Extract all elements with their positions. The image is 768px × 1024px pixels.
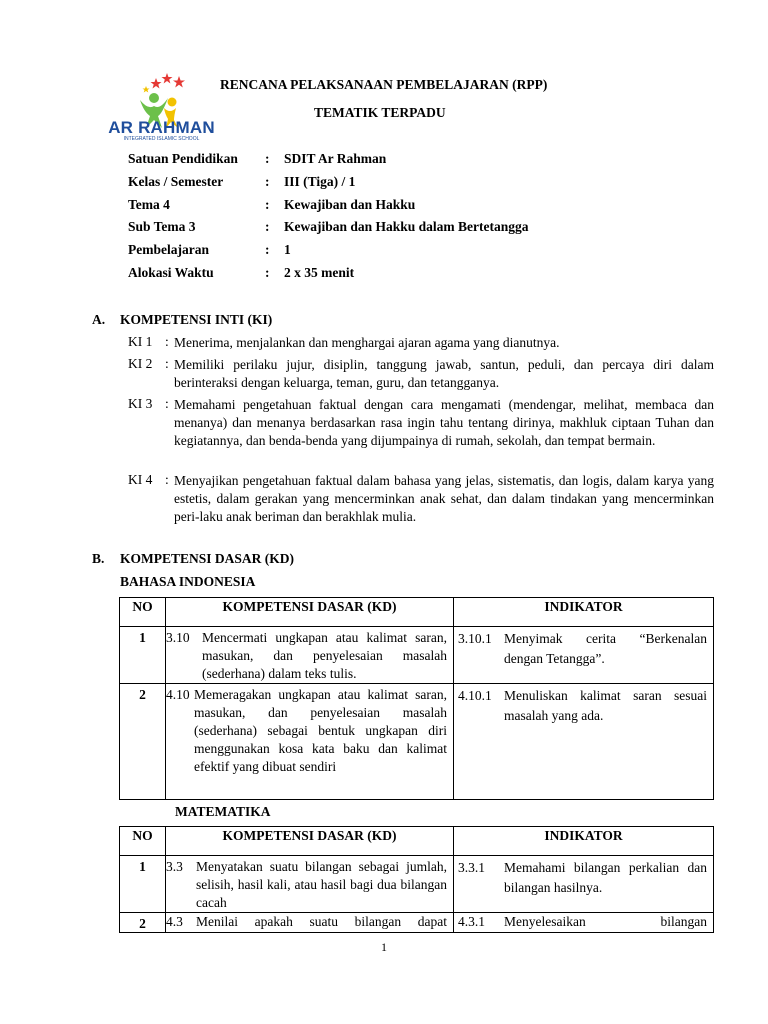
kd-number: 3.10: [166, 630, 190, 645]
kd-text: Mencermati ungkapan atau kalimat saran, masukan, dan penyelesaian masalah (sederhana) dalam teks tulis.: [202, 630, 447, 681]
document-title: RENCANA PELAKSANAAN PEMBELAJARAN (RPP): [220, 77, 548, 92]
column-header-indikator: INDIKATOR: [454, 827, 714, 856]
table-row: [120, 627, 714, 684]
identity-label: Pembelajaran: [128, 242, 209, 257]
column-header-indikator: INDIKATOR: [454, 598, 714, 627]
logo-name: AR RAHMAN: [108, 118, 215, 137]
indikator-cell: [454, 913, 714, 933]
section-b-letter: B.: [92, 551, 105, 566]
page-number: 1: [381, 940, 387, 954]
row-number: 2: [120, 684, 166, 800]
document-subtitle: TEMATIK TERPADU: [314, 105, 446, 120]
indikator-number: 3.3.1: [458, 860, 485, 875]
ki-colon: :: [165, 396, 169, 411]
kd-number: 4.10: [166, 687, 190, 702]
table-row: [120, 684, 714, 800]
indikator-text: Menyimak cerita “Berkenalan dengan Tetangga”.: [504, 631, 707, 666]
ki-code: KI 4: [128, 472, 153, 487]
kd-cell: [166, 627, 454, 684]
ki-text: Memahami pengetahuan faktual dengan cara mengamati (mendengar, melihat, membaca dan menanya) dan menanya berdasarkan rasa ingin tahu tentang dirinya, makhluk ciptaan Tuhan dan kegiatannya, dan benda-benda yang dijumpainya di rumah, sekolah, dan tempat bermain.: [174, 397, 714, 448]
column-header-no: NO: [120, 598, 166, 627]
section-a-letter: A.: [92, 312, 106, 327]
table-row: [120, 856, 714, 913]
column-header-no: NO: [120, 827, 166, 856]
kd-text: Menilai apakah suatu bilangan dapat: [196, 914, 447, 929]
kd-table-matematika: [119, 826, 714, 933]
identity-value: Kewajiban dan Hakku: [284, 197, 416, 212]
identity-label: Satuan Pendidikan: [128, 151, 238, 166]
identity-colon: :: [265, 242, 270, 257]
indikator-cell: [454, 684, 714, 800]
ki-colon: :: [165, 334, 169, 349]
column-header-kd: KOMPETENSI DASAR (KD): [166, 827, 454, 856]
identity-colon: :: [265, 197, 270, 212]
ki-colon: :: [165, 472, 169, 487]
identity-value: 1: [284, 242, 291, 257]
indikator-text: Menyelesaikan bilangan: [504, 914, 707, 929]
indikator-number: 4.3.1: [458, 914, 485, 929]
indikator-cell: [454, 627, 714, 684]
kd-number: 3.3: [166, 859, 183, 874]
ki-code: KI 1: [128, 334, 153, 349]
subject-title: MATEMATIKA: [175, 804, 271, 819]
subject-title: BAHASA INDONESIA: [120, 574, 256, 589]
identity-colon: :: [265, 174, 270, 189]
identity-value: 2 x 35 menit: [284, 265, 355, 280]
logo-subtitle: INTEGRATED ISLAMIC SCHOOL: [123, 136, 200, 142]
identity-label: Sub Tema 3: [128, 219, 196, 234]
identity-colon: :: [265, 151, 270, 166]
ki-text: Menyajikan pengetahuan faktual dalam bahasa yang jelas, sistematis, dan logis, dalam karya yang estetis, dalam gerakan yang mencerminkan anak sehat, dan dalam tindakan yang mencerminkan peri-laku anak beriman dan berakhlak mulia.: [174, 473, 714, 524]
kd-text: Memeragakan ungkapan atau kalimat saran, masukan, dan penyelesaian masalah (sederhana) sebagai bentuk ungkapan diri menggunakan kosa kata baku dan kalimat efektif yang dibuat sendiri: [194, 687, 447, 774]
identity-value: III (Tiga) / 1: [284, 174, 356, 189]
indikator-number: 4.10.1: [458, 688, 492, 703]
identity-label: Tema 4: [128, 197, 170, 212]
kd-cell: [166, 856, 454, 913]
section-a-title: KOMPETENSI INTI (KI): [120, 312, 273, 327]
identity-colon: :: [265, 265, 270, 280]
table-row: [120, 913, 714, 933]
logo-stars-icon: [143, 73, 186, 93]
identity-label: Kelas / Semester: [128, 174, 224, 189]
indikator-number: 3.10.1: [458, 631, 492, 646]
row-number: 1: [120, 627, 166, 684]
identity-value: SDIT Ar Rahman: [284, 151, 387, 166]
ki-colon: :: [165, 356, 169, 371]
indikator-cell: [454, 856, 714, 913]
ki-text: Memiliki perilaku jujur, disiplin, tanggung jawab, santun, peduli, dan percaya diri dalam berinteraksi dengan keluarga, teman, guru, dan tetangganya.: [174, 357, 714, 390]
kd-table-bahasa: [119, 597, 714, 800]
ki-code: KI 3: [128, 396, 153, 411]
ki-code: KI 2: [128, 356, 153, 371]
indikator-text: Memahami bilangan perkalian dan bilangan hasilnya.: [504, 860, 707, 895]
identity-value: Kewajiban dan Hakku dalam Bertetangga: [284, 219, 529, 234]
identity-label: Alokasi Waktu: [128, 265, 214, 280]
ki-text: Menerima, menjalankan dan menghargai ajaran agama yang dianutnya.: [174, 335, 560, 350]
kd-text: Menyatakan suatu bilangan sebagai jumlah, selisih, hasil kali, atau hasil bagi dua bilangan cacah: [196, 859, 447, 910]
section-b-title: KOMPETENSI DASAR (KD): [120, 551, 295, 566]
kd-cell: [166, 684, 454, 800]
column-header-kd: KOMPETENSI DASAR (KD): [166, 598, 454, 627]
row-number: 1: [120, 856, 166, 913]
kd-cell: [166, 913, 454, 933]
indikator-text: Menuliskan kalimat saran sesuai masalah yang ada.: [504, 688, 707, 723]
row-number: 2: [120, 913, 166, 933]
kd-number: 4.3: [166, 914, 183, 929]
identity-colon: :: [265, 219, 270, 234]
